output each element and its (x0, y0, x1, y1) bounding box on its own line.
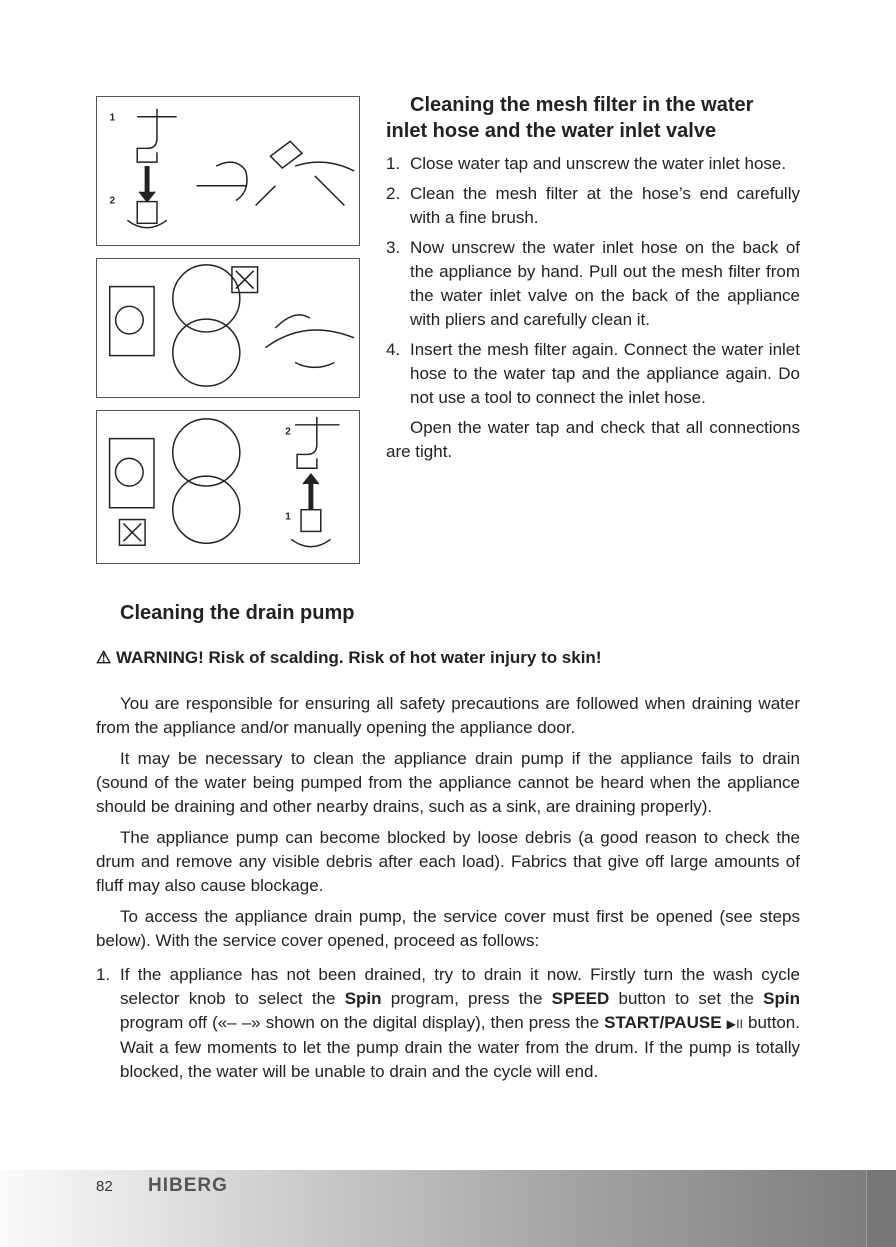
fig-label: 2 (109, 195, 116, 207)
drain-steps-list (96, 963, 800, 1084)
step-text: program, press the (381, 989, 552, 1008)
paragraph: You are responsible for ensuring all safety precautions are followed when draining water from the appliance and/or manually opening the appliance door. (96, 694, 800, 737)
button-name: START/PAUSE (604, 1013, 722, 1032)
list-item (386, 182, 800, 230)
brand-logo: HIBERG (148, 1175, 228, 1196)
list-item (386, 236, 800, 332)
step-text: Insert the mesh filter again. Connect the water inlet hose to the water tap and the appliance again. Do not use a tool to connect the inlet hose. (410, 340, 800, 407)
step-text: Clean the mesh filter at the hose’s end carefully with a fine brush. (410, 184, 800, 227)
step-number: 1. (96, 965, 111, 984)
list-item (386, 338, 800, 410)
paragraph: The appliance pump can become blocked by loose debris (a good reason to check the drum and remove any visible debris after each load). Fabrics that give off large amounts of fluff may also cause blockage. (96, 828, 800, 895)
page-footer (0, 1170, 896, 1247)
fig-label: 1 (285, 511, 291, 523)
step-text: Now unscrew the water inlet hose on the back of the appliance by hand. Pull out the mesh filter from the water inlet valve on the back of the appliance with pliers and carefully clean it. (410, 238, 800, 329)
step-number: 1. (386, 154, 401, 173)
warning-icon: ⚠ (96, 648, 112, 667)
paragraph: To access the appliance drain pump, the service cover must first be opened (see steps below). With the service cover opened, proceed as follows: (96, 907, 800, 950)
list-item (386, 152, 800, 176)
warning-text: WARNING! Risk of scalding. Risk of hot water injury to skin! (115, 648, 602, 667)
section-heading: Cleaning the drain pump (120, 602, 355, 624)
section-heading: Cleaning the mesh filter in the water inlet hose and the water inlet valve (386, 94, 754, 142)
paragraph: It may be necessary to clean the appliance drain pump if the appliance fails to drain (sound of the water being pumped from the appliance cannot be heard when the appliance should be draining and other nearby drains, such as a sink, are draining properly). (96, 749, 800, 816)
step-text: Close water tap and unscrew the water inlet hose. (410, 154, 787, 173)
step-text: button to set the (609, 989, 764, 1008)
closing-text: Open the water tap and check that all connections are tight. (386, 418, 800, 461)
figure-tap-hose (96, 96, 360, 246)
figure-inlet-valve-pliers (96, 258, 360, 398)
step-text: If the appliance has not been drained, try to drain it now. Firstly turn the wash cycle selector knob to select the (120, 965, 800, 1008)
steps-list (386, 152, 800, 410)
drain-pump-section (96, 600, 800, 1090)
footer-strip (866, 1170, 896, 1247)
play-pause-icon: ▶II (726, 1017, 743, 1031)
program-name: Spin (344, 989, 382, 1008)
step-number: 4. (386, 340, 401, 359)
button-name: SPEED (551, 989, 610, 1008)
program-name: Spin (763, 989, 800, 1008)
figure-reconnect-hose (96, 410, 360, 564)
step-text: button. Wait a few moments to let the pump drain the water from the drum. If the pump is totally blocked, the water will be unable to drain and the cycle will end. (120, 1013, 800, 1081)
page-number: 82 (96, 1178, 113, 1195)
fig-label: 1 (109, 112, 116, 124)
step-text: program off («– –» shown on the digital display), then press the (120, 1013, 605, 1032)
step-number: 3. (386, 238, 401, 257)
mesh-filter-section (386, 92, 800, 464)
fig-label: 2 (285, 426, 291, 438)
warning (96, 646, 800, 670)
list-item (96, 963, 800, 1084)
step-number: 2. (386, 184, 401, 203)
